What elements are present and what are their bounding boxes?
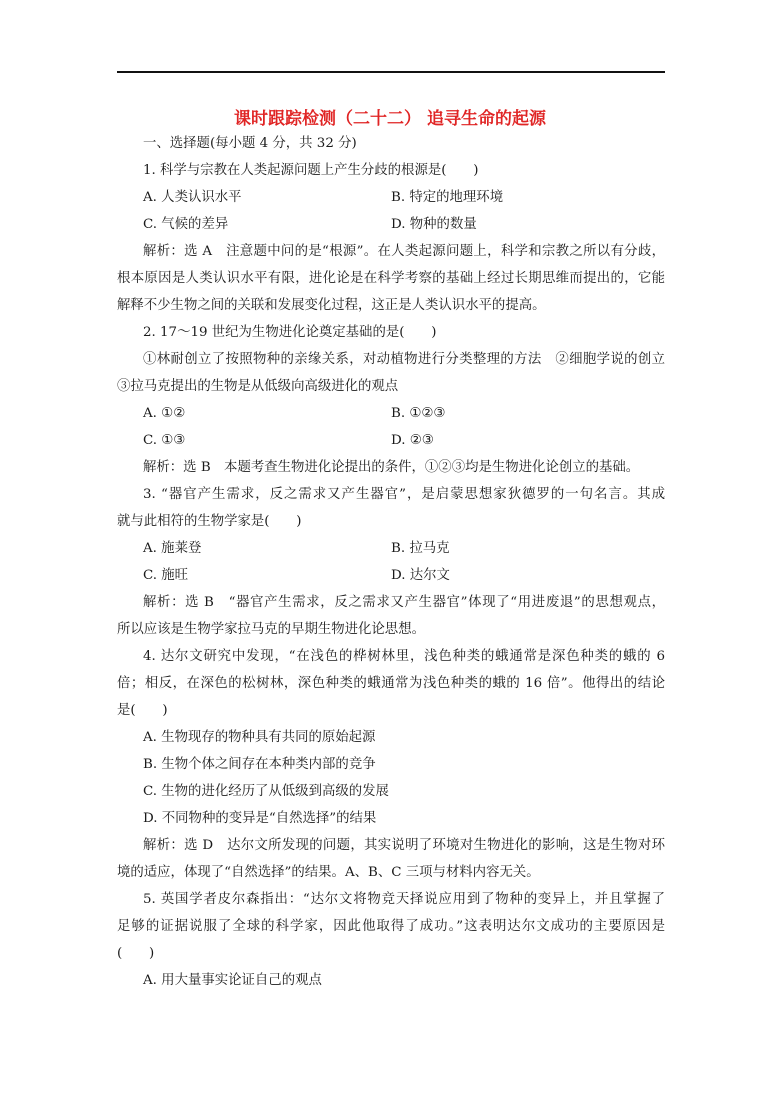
question-3-stem: 就与此相符的生物学家是( ) [117, 514, 302, 529]
option-a: A. 施莱登 [143, 541, 202, 556]
question-3-stem: 3. “器官产生需求，反之需求又产生器官”，是启蒙思想家狄德罗的一句名言。其成 [143, 487, 665, 502]
question-2-options-row-1 [117, 400, 665, 427]
option-a: A. ①② [143, 406, 186, 421]
question-1-analysis: 解释不少生物之间的关联和发展变化过程，这正是人类认识水平的提高。 [117, 298, 546, 313]
question-4-analysis: 境的适应，体现了“自然选择”的结果。A、B、C 三项与材料内容无关。 [117, 865, 540, 880]
top-rule [117, 71, 665, 73]
question-4-stem: 是( ) [117, 703, 168, 718]
option-d: D. ②③ [391, 433, 434, 448]
question-3-options-row-2 [117, 562, 665, 589]
question-3-options-row-1 [117, 535, 665, 562]
question-4-stem: 4. 达尔文研究中发现，“在浅色的桦树林里，浅色种类的蛾通常是深色种类的蛾的 6 [143, 649, 665, 664]
question-2-stem: ①林耐创立了按照物种的亲缘关系，对动植物进行分类整理的方法 ②细胞学说的创立 [143, 352, 665, 367]
question-2-stem: 2. 17～19 世纪为生物进化论奠定基础的是( ) [143, 325, 437, 340]
question-5-stem: ( ) [117, 946, 155, 961]
question-1-analysis: 解析：选 A 注意题中问的是“根源”。在人类起源问题上，科学和宗教之所以有分歧， [143, 244, 665, 259]
question-2-stem: ③拉马克提出的生物是从低级向高级进化的观点 [117, 379, 399, 394]
question-1-options-row-1 [117, 184, 665, 211]
option-c: C. 气候的差异 [143, 217, 229, 232]
option-a: A. 人类认识水平 [143, 190, 242, 205]
option-b: B. ①②③ [391, 406, 446, 421]
section-heading: 一、选择题(每小题 4 分，共 32 分) [143, 136, 357, 151]
question-1-options-row-2 [117, 211, 665, 238]
option-c: C. 生物的进化经历了从低级到高级的发展 [143, 784, 389, 799]
question-5-stem: 5. 英国学者皮尔森指出：“达尔文将物竞天择说应用到了物种的变异上，并且掌握了 [143, 892, 665, 907]
page-title: 课时跟踪检测（二十二） 追寻生命的起源 [234, 109, 546, 129]
content [117, 130, 665, 994]
option-b: B. 生物个体之间存在本种类内部的竞争 [143, 757, 376, 772]
option-d: D. 物种的数量 [391, 217, 477, 232]
question-4-analysis: 解析：选 D 达尔文所发现的问题，其实说明了环境对生物进化的影响，这是生物对环 [143, 838, 665, 853]
option-b: B. 特定的地理环境 [391, 190, 504, 205]
option-a: A. 生物现存的物种具有共同的原始起源 [143, 730, 376, 745]
option-b: B. 拉马克 [391, 541, 450, 556]
option-c: C. 施旺 [143, 568, 189, 583]
option-d: D. 不同物种的变异是“自然选择”的结果 [143, 811, 377, 826]
question-2-analysis: 解析：选 B 本题考查生物进化论提出的条件，①②③均是生物进化论创立的基础。 [143, 460, 640, 475]
question-1-stem: 1. 科学与宗教在人类起源问题上产生分歧的根源是( ) [143, 163, 479, 178]
question-3-analysis: 解析：选 B “器官产生需求，反之需求又产生器官”体现了“用进废退”的思想观点， [143, 595, 665, 610]
option-c: C. ①③ [143, 433, 186, 448]
question-2-options-row-2 [117, 427, 665, 454]
option-d: D. 达尔文 [391, 568, 450, 583]
question-1-analysis: 根本原因是人类认识水平有限，进化论是在科学考察的基础上经过长期思维而提出的，它能 [117, 271, 665, 286]
question-3-analysis: 所以应该是生物学家拉马克的早期生物进化论思想。 [117, 622, 425, 637]
question-5-stem: 足够的证据说服了全球的科学家，因此他取得了成功。”这表明达尔文成功的主要原因是 [117, 919, 665, 934]
option-a: A. 用大量事实论证自己的观点 [143, 973, 322, 988]
question-4-stem: 倍；相反，在深色的松树林，深色种类的蛾通常为浅色种类的蛾的 16 倍”。他得出的结论 [117, 676, 665, 691]
